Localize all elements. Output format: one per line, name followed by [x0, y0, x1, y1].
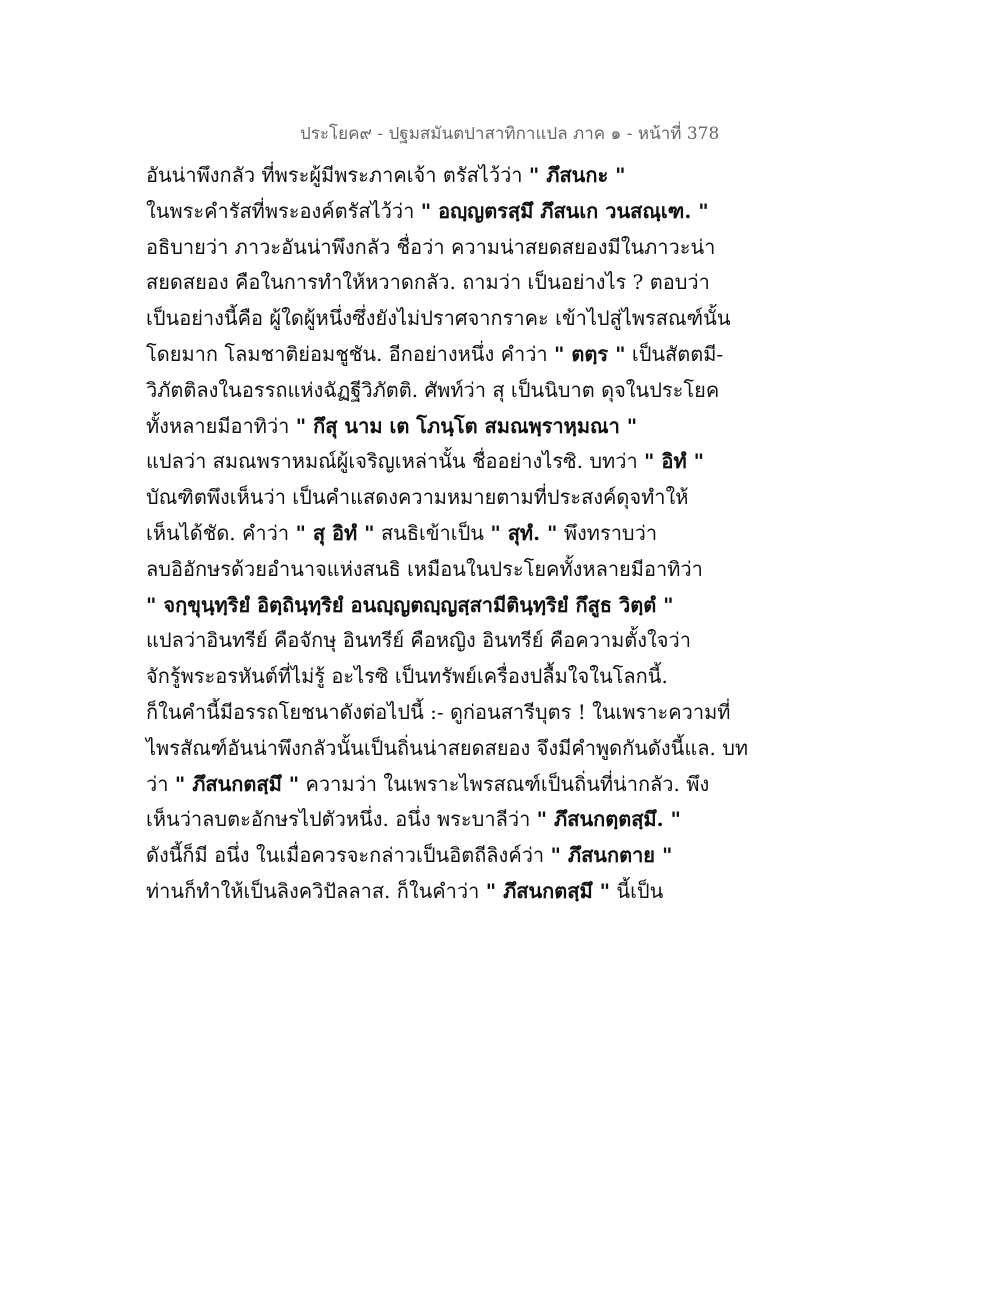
pali-term: " ภึสนกะ " — [528, 163, 626, 187]
text-line — [146, 552, 746, 588]
text-line — [146, 623, 746, 659]
text-line — [146, 802, 746, 838]
text-line — [146, 409, 746, 445]
body-text — [146, 158, 749, 910]
text-segment: แปลว่าอินทรีย์ คือจักษุ อินทรีย์ คือหญิง อินทรีย์ คือความตั้งใจว่า — [146, 628, 691, 653]
text-segment: วิภัตติลงในอรรถแห่งฉัฏฐีวิภัตติ. ศัพท์ว่า สุ เป็นนิบาต ดุจในประโยค — [146, 377, 720, 402]
text-line — [146, 516, 746, 552]
text-segment: จักรู้พระอรหันต์ที่ไม่รู้ อะไรซิ เป็นทรัพย์เครื่องปลื้มใจในโลกนี้. — [146, 664, 668, 689]
text-line — [146, 731, 749, 767]
text-segment: ลบอิอักษรด้วยอำนาจแห่งสนธิ เหมือนในประโยคทั้งหลายมีอาทิว่า — [146, 556, 703, 581]
pali-term: " สุทํ. " — [490, 520, 558, 545]
pali-term: " ภึสนกตสฺมึ " — [485, 878, 611, 903]
text-segment: บัณฑิตพึงเห็นว่า เป็นคำแสดงความหมายตามที่ประสงค์ดุจทำให้ — [146, 485, 689, 510]
text-line — [146, 337, 746, 373]
text-line — [146, 444, 746, 480]
text-segment: ทั้งหลายมีอาทิว่า — [146, 413, 296, 438]
text-line — [146, 158, 746, 194]
text-segment: เห็นได้ชัด. คำว่า — [146, 520, 296, 545]
text-line — [146, 695, 746, 731]
text-line — [146, 480, 746, 516]
text-segment: โดยมาก โลมชาติย่อมชูชัน. อีกอย่างหนึ่ง คำว่า — [146, 341, 555, 366]
text-segment: แปลว่า สมณพราหมณ์ผู้เจริญเหล่านั้น ชื่ออย่างไรซิ. บทว่า — [146, 449, 645, 474]
text-segment: ในพระคำรัสที่พระองค์ตรัสไว้ว่า — [146, 198, 421, 223]
text-segment: เป็นสัตตมี- — [625, 341, 724, 366]
pali-term: " ภึสนกตฺตสฺมึ. " — [536, 807, 681, 832]
text-line — [146, 838, 746, 874]
pali-term: " ภึสนกตสฺมึ " — [174, 771, 300, 796]
text-line — [146, 767, 746, 803]
text-segment: ว่า — [146, 771, 175, 796]
text-segment: เป็นอย่างนี้คือ ผู้ใดผู้หนึ่งซึ่งยังไม่ปราศจากราคะ เข้าไปสู่ไพรสณฑ์นั้น — [146, 306, 731, 331]
pali-term: " สุ อิทํ " — [295, 520, 375, 545]
pali-term: " อญฺญตรสฺมึ ภึสนเก วนสณฺเฑ. " — [420, 198, 709, 223]
text-segment: อันน่าพึงกลัว ที่พระผู้มีพระภาคเจ้า ตรัสไว้ว่า — [146, 163, 529, 187]
text-segment: ก็ในคำนี้มีอรรถโยชนาดังต่อไปนี้ :- ดูก่อนสารีบุตร ! ในเพราะความที่ — [146, 699, 731, 724]
text-segment: ความว่า ในเพราะไพรสณฑ์เป็นถิ่นที่น่ากลัว. พึง — [299, 771, 710, 796]
text-line — [146, 194, 746, 230]
text-segment: ไพรสัณฑ์อันน่าพึงกลัวนั้นเป็นถิ่นน่าสยดสยอง จึงมีคำพูดกันดังนี้แล. บท — [146, 735, 749, 760]
pali-term: " อิทํ " — [644, 449, 705, 474]
text-line — [146, 874, 746, 910]
text-segment: อธิบายว่า ภาวะอันน่าพึงกลัว ชื่อว่า ความน่าสยดสยองมีในภาวะน่า — [146, 234, 716, 259]
text-segment: เห็นว่าลบตะอักษรไปตัวหนึ่ง. อนึ่ง พระบาลีว่า — [146, 807, 537, 832]
text-line — [146, 659, 746, 695]
text-line — [146, 588, 746, 624]
running-header: ประโยค๙ - ปฐมสมันตปาสาทิกาแปล ภาค ๑ - หน้าที่ 378 — [300, 124, 720, 144]
text-segment: นี้เป็น — [610, 878, 664, 903]
text-segment: สนธิเข้าเป็น — [374, 520, 491, 545]
text-line — [146, 265, 746, 301]
text-segment: สยดสยอง คือในการทำให้หวาดกลัว. ถามว่า เป็นอย่างไร ? ตอบว่า — [146, 270, 710, 295]
text-segment: ท่านก็ทำให้เป็นลิงควิปัลลาส. ก็ในคำว่า — [146, 878, 486, 903]
pali-term: " ภึสนกตาย " — [550, 843, 673, 868]
text-line — [146, 373, 746, 409]
pali-term: " ตตฺร " — [554, 341, 626, 366]
pali-term: " จกฺขุนฺทฺริยํ อิตฺถินฺทฺริยํ อนญฺญตญฺญสฺสามีตินฺทฺริยํ กึสูธ วิตฺตํ " — [146, 592, 674, 617]
text-line — [146, 301, 746, 337]
text-segment: พึงทราบว่า — [557, 520, 658, 545]
pali-term: " กึสุ นาม เต โภนฺโต สมณพฺราหฺมณา " — [295, 413, 638, 438]
text-segment: ดังนี้ก็มี อนึ่ง ในเมื่อควรจะกล่าวเป็นอิตถีลิงค์ว่า — [146, 843, 551, 868]
text-line — [146, 230, 746, 266]
